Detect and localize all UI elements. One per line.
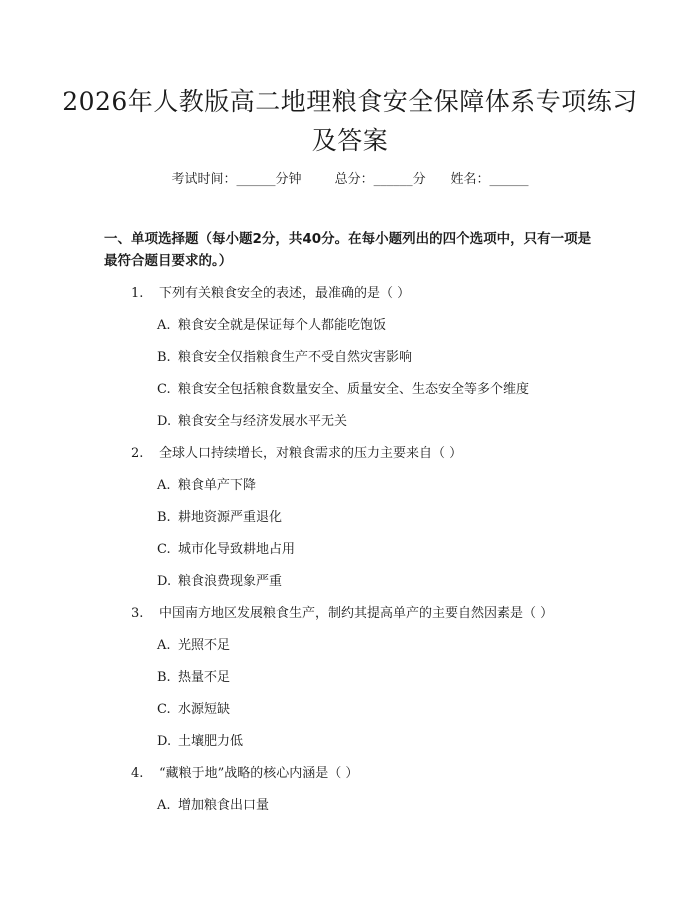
option-text: 粮食安全就是保证每个人都能吃饱饭: [178, 318, 387, 333]
option-text: 粮食单产下降: [178, 478, 257, 493]
option-letter: B.: [157, 510, 171, 525]
option-text: 光照不足: [178, 638, 231, 653]
option-text: 粮食安全包括粮食数量安全、质量安全、生态安全等多个维度: [178, 382, 530, 397]
option-text: 城市化导致耕地占用: [178, 542, 296, 557]
option-text: 耕地资源严重退化: [178, 510, 283, 525]
question-2-option-d: [157, 570, 282, 589]
question-number: 2.: [131, 446, 144, 461]
question-1: [131, 282, 410, 301]
question-1-option-b: [157, 346, 412, 365]
document-title: 2026年人教版高二地理粮食安全保障体系专项练习及答案: [62, 87, 638, 155]
question-number: 1.: [131, 286, 144, 301]
question-1-option-a: [157, 314, 386, 333]
option-letter: A.: [157, 478, 171, 493]
option-letter: C.: [157, 382, 171, 397]
option-letter: B.: [157, 670, 171, 685]
option-letter: D.: [157, 734, 172, 749]
question-4-option-a: [157, 794, 269, 813]
question-3: [131, 602, 553, 621]
option-text: 土壤肥力低: [178, 734, 244, 749]
option-text: 粮食浪费现象严重: [178, 574, 283, 589]
question-text: “藏粮于地”战略的核心内涵是（ ）: [159, 766, 359, 781]
question-2-option-a: [157, 474, 256, 493]
option-text: 热量不足: [178, 670, 231, 685]
exam-meta: [0, 168, 700, 187]
question-text: 中国南方地区发展粮食生产，制约其提高单产的主要自然因素是（ ）: [159, 606, 554, 621]
question-number: 3.: [131, 606, 144, 621]
option-letter: D.: [157, 574, 172, 589]
question-text: 全球人口持续增长，对粮食需求的压力主要来自（ ）: [159, 446, 463, 461]
question-2: [131, 442, 462, 461]
question-1-option-d: [157, 410, 347, 429]
question-3-option-b: [157, 666, 230, 685]
option-letter: A.: [157, 798, 171, 813]
question-2-option-b: [157, 506, 282, 525]
question-3-option-a: [157, 634, 230, 653]
section-heading: 一、单项选择题（每小题2分，共40分。在每小题列出的四个选项中，只有一项是最符合题目要求的。）: [104, 231, 592, 269]
total-score: 总分：______分: [334, 172, 426, 187]
option-letter: C.: [157, 542, 171, 557]
option-letter: C.: [157, 702, 171, 717]
student-name: 姓名：______: [450, 172, 529, 187]
option-letter: A.: [157, 318, 171, 333]
option-text: 水源短缺: [178, 702, 231, 717]
question-3-option-d: [157, 730, 243, 749]
question-text: 下列有关粮食安全的表述，最准确的是（ ）: [159, 286, 411, 301]
question-4: [131, 762, 358, 781]
option-text: 增加粮食出口量: [178, 798, 270, 813]
question-number: 4.: [131, 766, 144, 781]
question-2-option-c: [157, 538, 295, 557]
option-letter: D.: [157, 414, 172, 429]
question-1-option-c: [157, 378, 529, 397]
exam-time: 考试时间：______分钟: [171, 172, 302, 187]
option-text: 粮食安全与经济发展水平无关: [178, 414, 348, 429]
question-3-option-c: [157, 698, 230, 717]
option-letter: B.: [157, 350, 171, 365]
option-text: 粮食安全仅指粮食生产不受自然灾害影响: [178, 350, 413, 365]
option-letter: A.: [157, 638, 171, 653]
